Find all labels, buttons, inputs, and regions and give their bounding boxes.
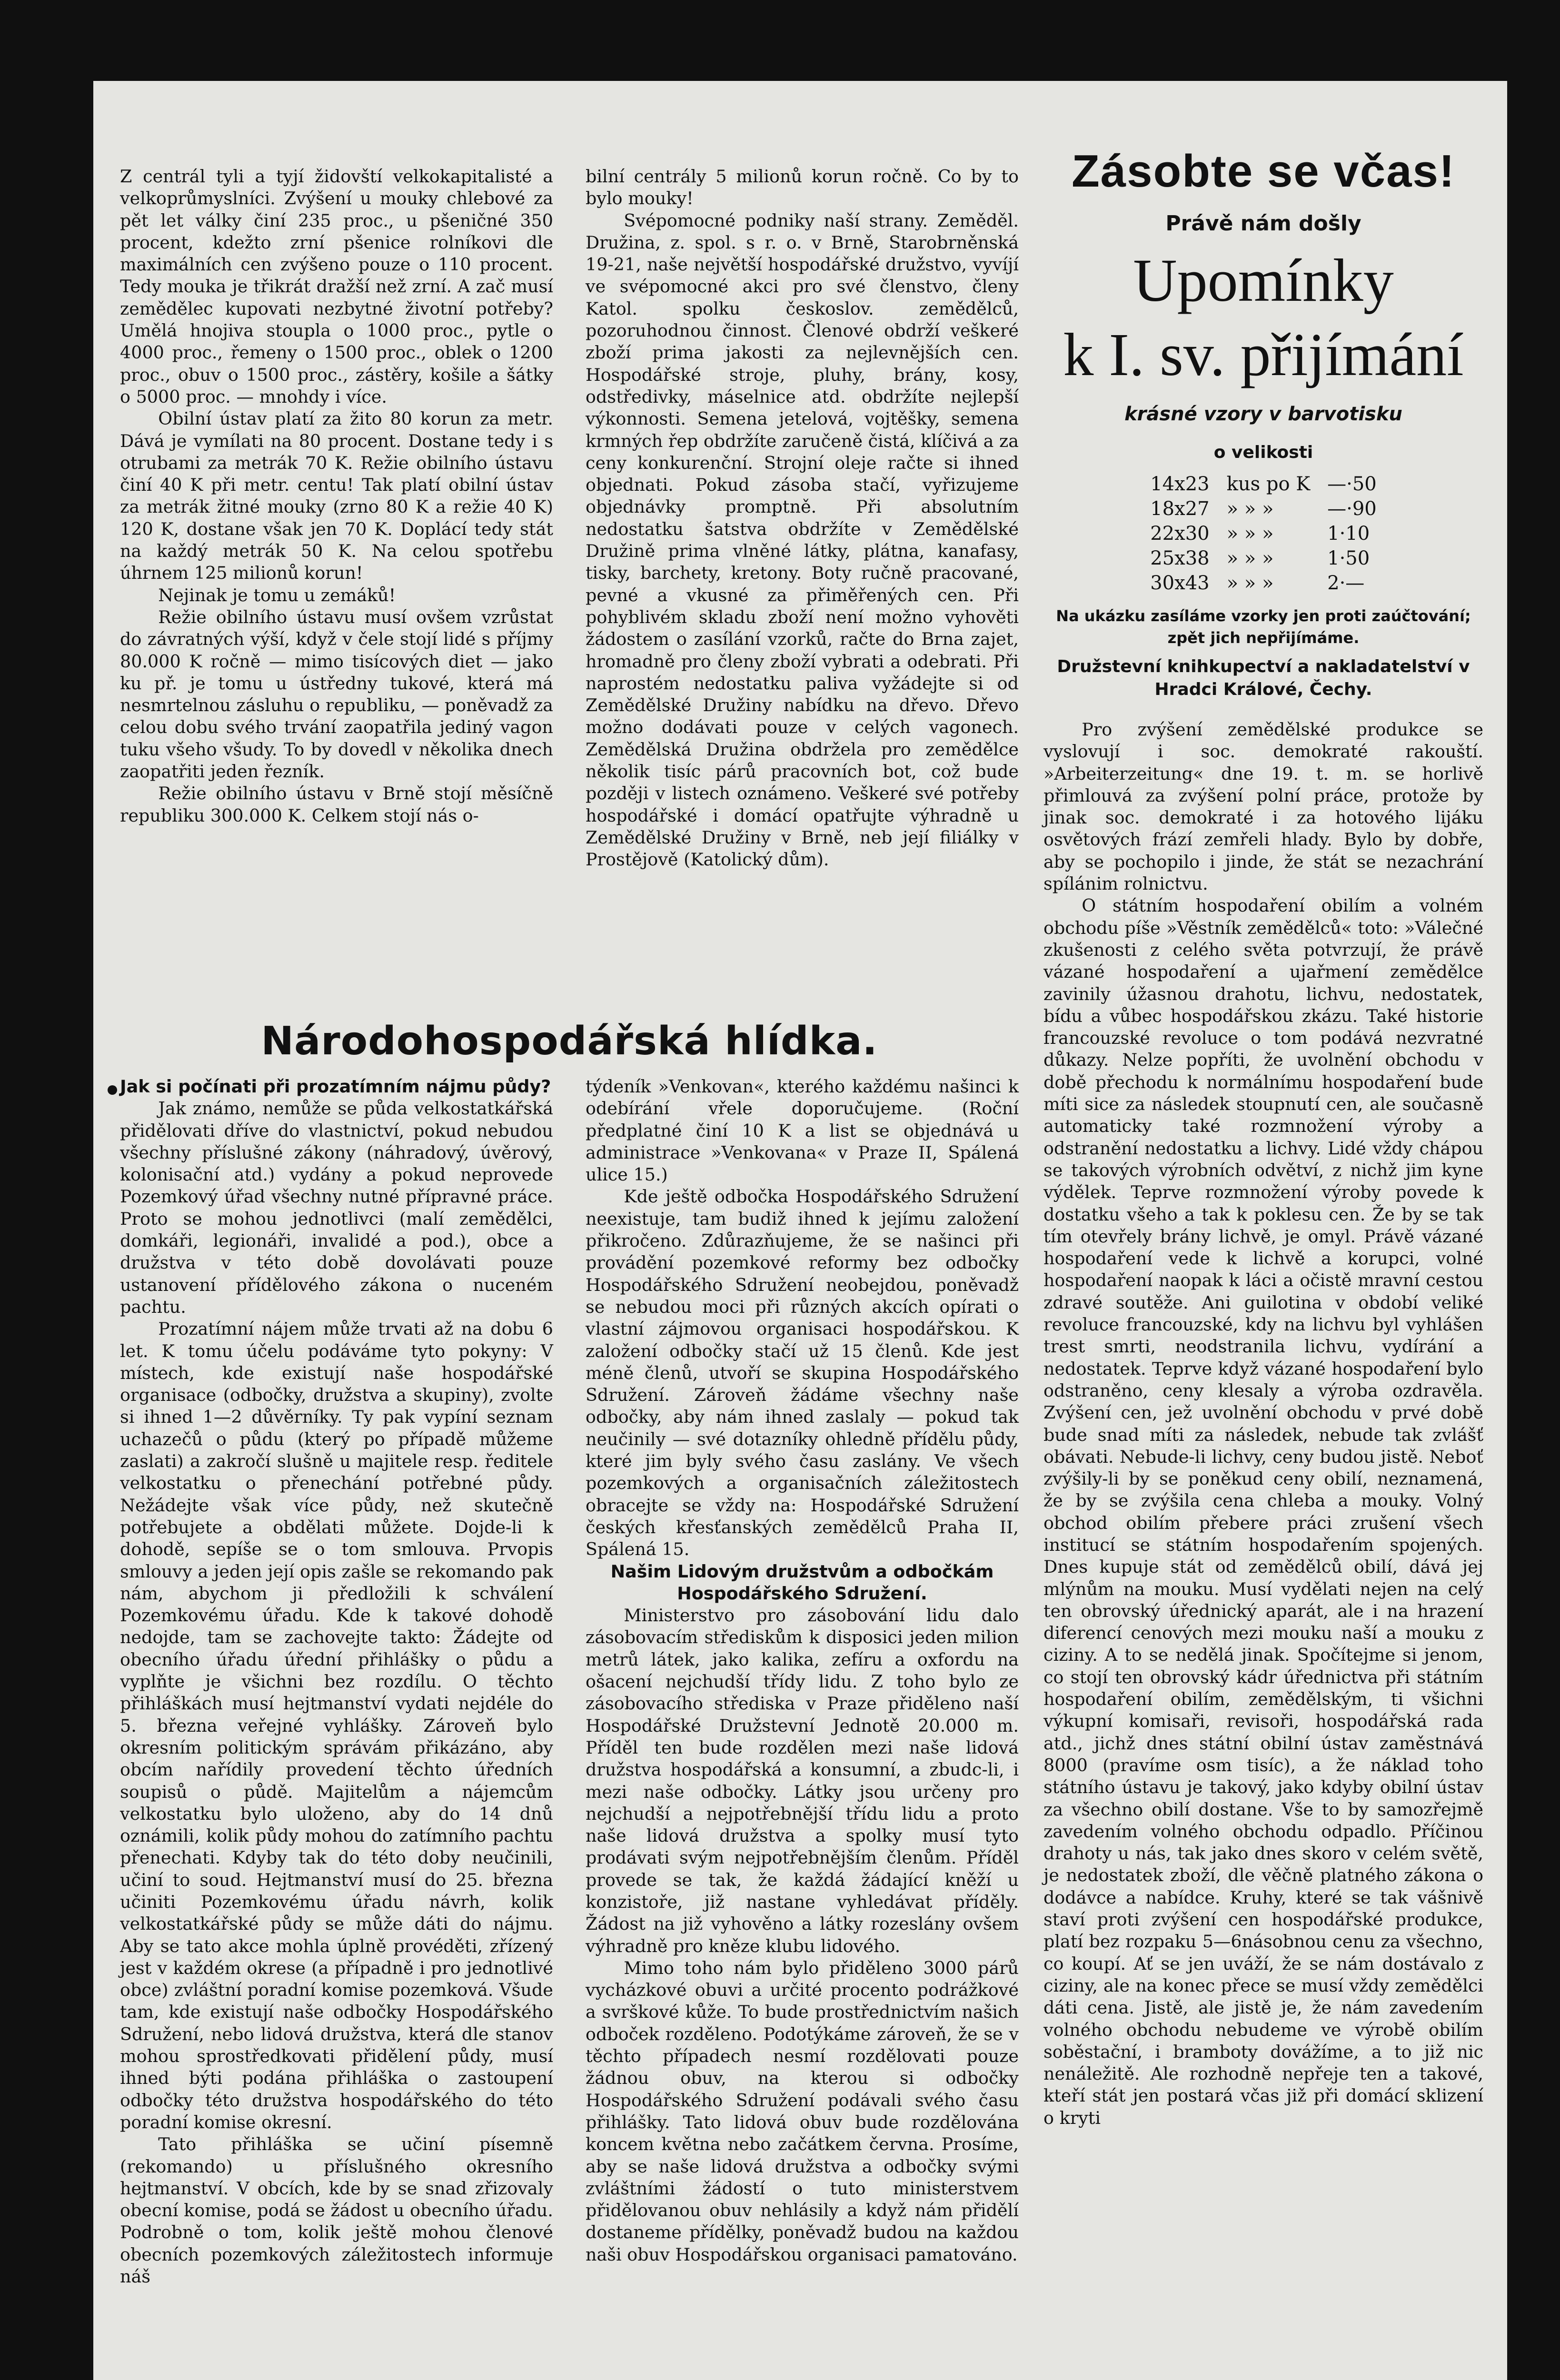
column-right bbox=[1043, 719, 1483, 2129]
column-top-middle bbox=[586, 166, 1019, 871]
paragraph: O státním hospodaření obilím a volném obchodu píše »Věstník zemědělců« toto: »Válečné zkušenosti z celého světa potvrzují, že právě vázané hospodaření a ujařmení zemědělce zavinily úžasnou drahotu, lichvu, nedostatek, bídu a vůbec hospodářskou zkázu. Také historie francouzské revoluce o tom podává nezvratné důkazy. Nelze popříti, že uvolnění obchodu v době přechodu k normálnímu hospodaření bude míti sice za následek stoupnutí cen, ale současně automaticky také rozmnožení výroby a odstranění nedostatku a lichvy. Lidé vždy chápou se takových výrobních odvětví, z nichž jim kyne výdělek. Teprve rozmnožení výroby povede k dostatku všeho a tak k poklesu cen. Že by se tak tím otevřely brány lichvě, je omyl. Právě vázané hospodaření vede k lichvě a korupci, volné hospodaření naopak k láci a očistě mravní cestou zdravé soutěže. Ani guilotina v období veliké revoluce francouzské, kdy na lichvu byl vyhlášen trest smrti, neodstranila lichvu, vydírání a nedostatek. Teprve když vázané hospodaření bylo odstraněno, ceny klesaly a výroba ozdravěla. Zvýšení cen, jež uvolnění obchodu v prvé době bude snad míti za následek, nebude tak zvlášť obávati. Nebude-li lichvy, ceny budou jistě. Neboť zvýšily-li by se poněkud ceny obilí, neznamená, že by se zvýšila cena chleba a mouky. Volný obchod obilím přebere práci zrušení všech institucí se státním hospodařením spojených. Dnes kupuje stát od zemědělců obilí, dává jej mlýnům na mouku. Musí vydělati nejen na celý ten obrovský úřednický aparát, ale i na hrazení diferencí cenových mezi mouku naší a mouku z ciziny. A to se nedělá jinak. Spočítejme si jenom, co stojí ten obrovský kádr úřednictva při státním hospodaření obilím, zemědělským, ti všichni výkupní komisaři, revisoři, hospodářská rada atd., jichž dnes státní obilní ústav zaměstnává 8000 (pravíme osm tisíc), a že náklad toho státního ústavu je takový, jako kdyby obilní ústav za všechno obilí dostane. Vše to by samozřejmě zavedením volného obchodu odpadlo. Příčinou drahoty u nás, tak jako dnes skoro v celém světě, je nedostatek zboží, dle věčně platného zákona o dodávce a nabídce. Kruhy, které se tak vášnivě staví proti zvýšení cen hospodářské produkce, platí bez rozpaku 5—6násobnou cenu za všechno, co koupí. Ať se jen uváží, že se nám dostávalo z ciziny, ale na konec přece se musí vždy zemědělci dáti cena. Jistě, ale jistě je, že nám zavedením volného obchodu nebudeme ve výrobě obilím soběstační, i bramboty dovážíme, a to již nic nenáležitě. Ale rozhodně nepřeje ten a takové, kteří stát jen postará včas již při domácí sklizení o kryti bbox=[1043, 895, 1483, 2128]
paragraph: Z centrál tyli a tyjí židovští velkokapitalisté a velkoprůmyslníci. Zvýšení u mouky chlebové za pět let války činí 235 proc., u pšeničné 350 procent, kdežto zrní pšenice rolníkovi dle maximálních cen zvýšeno pouze o 110 procent. Tedy mouka je třikrát dražší než zrní. A zač musí zemědělec kupovati nezbytné životní potřeby? Umělá hnojiva stoupla o 1000 proc., pytle o 4000 proc., řemeny o 1500 proc., oblek o 1200 proc., obuv o 1500 proc., zástěry, košile a šátky o 5000 proc. — mnohdy i více. bbox=[120, 166, 553, 407]
qty-cell: kus po K bbox=[1226, 473, 1311, 495]
price-cell: 1·50 bbox=[1327, 547, 1370, 569]
ad-title-line-2: k I. sv. přijímání bbox=[1063, 321, 1464, 388]
paragraph: bilní centrály 5 milionů korun ročně. Co by to bylo mouky! bbox=[586, 166, 1019, 209]
size-cell: 30x43 bbox=[1150, 572, 1210, 594]
paragraph: Svépomocné podniky naší strany. Zeměděl. Družina, z. spol. s r. o. v Brně, Starobrněnská 19-21, naše největší hospodářské družstvo, vyvíjí ve svépomocné akci pro své členstvo, členy Katol. spolku českoslov. zemědělců, pozoruhodnou činnost. Členové obdrží veškeré zboží prima jakosti za nejlevnějších cen. Hospodářské stroje, pluhy, brány, kosy, odstředivky, máselnice atd. obdržíte nejlepší výkonnosti. Semena jetelová, vojtěšky, semena krmných řep obdržíte zaručeně čistá, klíčivá a za ceny konkurenční. Strojní oleje račte si ihned objednati. Pokud zásoba stačí, vyřizujeme objednávky promptně. Při absolutním nedostatku šatstva obdržíte v Zemědělské Družině prima vlněné látky, plátna, kanafasy, tisky, barchety, kretony. Boty ručně pracované, pevné a vkusné za přiměřených cen. Při pohyblivém skladu zboží není možno vyhověti žádostem o zasílání vzorků, račte do Brna zajet, hromadně pro členy zboží vybrati a odebrati. Při naprostém nedostatku paliva vyžádejte si od Zemědělské Družiny nabídku na dřevo. Dřevo možno dodávati pouze v celých vagonech. Zemědělská Družina obdržela pro zemědělce několik tisíc párů pracovních bot, což bude později v listech oznámeno. Veškeré své potřeby hospodářské i domácí opatřujte výhradně u Zemědělské Družiny v Brně, neb její filiálky v Prostějově (Katolický dům). bbox=[586, 210, 1019, 870]
paragraph: Prozatímní nájem může trvati až na dobu 6 let. K tomu účelu podáváme tyto pokyny: V místech, kde existují naše hospodářské organisace (odbočky, družstva a skupiny), zvolte si ihned 1—2 důvěrníky. Ty pak vypíní seznam uchazečů o půdu (který po případě můžeme zaslati) a zakročí slušně u majitele resp. ředitele velkostatku o přenechání potřebné půdy. Nežádejte však více půdy, než skutečně potřebujete a obdělati můžete. Dojde-li k dohodě, sepíše se o tom smlouva. Prvopis smlouvy a jeden její opis zašle se rekomando pak nám, abychom ji předložili k schválení Pozemkovému úřadu. Kde k takové dohodě nedojde, tam se zachovejte takto: Žádejte od obecního úřadu úřední přihlášky o půdu a vyplňte je všichni bez rozdílu. O těchto přihláškách musí hejtmanství vydati nejdéle do 5. března veřejné vyhlášky. Zároveň bylo okresním politickým správám přikázáno, aby obcím nařídily provedení těchto úředních soupisů o půdě. Majitelům a nájemcům velkostatku bylo uloženo, aby do 14 dnů oznámili, kolik půdy mohou do zatímního pachtu přenechati. Kdyby tak do této doby neučinili, učiní to soud. Hejtmanství musí do 25. března učiniti Pozemkovému úřadu návrh, kolik velkostatkářské půdy se může dáti do nájmu. Aby se tato akce mohla úplně provéděti, zřízený jest v každém okrese (a případně i pro jednotlivé obce) zvláštní poradní komise pozemková. Všude tam, kde existují naše odbočky Hospodářského Sdružení, nebo lidová družstva, která dle stanov mohou sprostředkovati přidělení půdy, musí ihned býti podána přihláška o zastoupení odbočky této družstva hospodářského do této poradní komise okresní. bbox=[120, 1319, 553, 2132]
qty-cell: » » » bbox=[1226, 547, 1274, 569]
ad-publisher: Družstevní knihkupectví a nakladatelství v Hradci Králové, Čechy. bbox=[1057, 657, 1470, 699]
ad-description: krásné vzory v barvotisku bbox=[1124, 403, 1402, 425]
ad-size-heading: o velikosti bbox=[1213, 443, 1313, 462]
ad-headline: Zásobte se včas! bbox=[1072, 146, 1455, 197]
ad-title-line-1: Upomínky bbox=[1133, 247, 1394, 314]
article-subheading: Jak si počínati při prozatímním nájmu půdy? bbox=[120, 1076, 551, 1097]
column-top-left bbox=[120, 166, 553, 827]
paragraph: Jak známo, nemůže se půda velkostatkářská přidělovati dříve do vlastnictví, pokud nebudou všechny příslušné zákony (náhradový, úvěrový, kolonisační atd.) vydány a pokud neprovede Pozemkový úřad všechny nutné přípravné práce. Proto se mohou jednotlivci (malí zemědělci, domkáři, legionáři, invalidé a pod.), obce a družstva v této době dovolávati pouze ustanovení přídělového zákona o nuceném pachtu. bbox=[120, 1098, 553, 1317]
paragraph: Kde ještě odbočka Hospodářského Sdružení neexistuje, tam budiž ihned k jejímu založení přikročeno. Zdůrazňujeme, že se našinci při provádění pozemkové reformy bez odbočky Hospodářského Sdružení neobejdou, poněvadž se nebudou moci při různých akcích opírati o vlastní zájmovou organisaci hospodářskou. K založení odbočky stačí už 15 členů. Kde jest méně členů, utvoří se skupina Hospodářského Sdružení. Zároveň žádáme všechny naše odbočky, aby nám ihned zaslaly — pokud tak neučinily — své dotazníky ohledně přídělu půdy, které jim byly svého času zaslány. Ve všech pozemkových a organisačních záležitostech obracejte se vždy na: Hospodářské Sdružení českých křesťanských zemědělců Praha II, Spálená 15. bbox=[586, 1186, 1019, 1560]
paragraph: Nejinak je tomu u zemáků! bbox=[158, 585, 396, 605]
qty-cell: » » » bbox=[1226, 572, 1274, 594]
column-bottom-middle bbox=[586, 1076, 1019, 2266]
price-row bbox=[1142, 546, 1385, 571]
paragraph: Obilní ústav platí za žito 80 korun za metr. Dává je vymílati na 80 procent. Dostane tedy i s otrubami za metrák 70 K. Režie obilního ústavu činí 40 K při metr. centu! Tak platí obilní ústav za metrák žitné mouky (zrno 80 K a režie 40 K) 120 K, dostane však jen 70 K. Doplácí tedy stát na každý metrák 50 K. Na celou spotřebu úhrnem 125 milionů korun! bbox=[120, 408, 553, 584]
size-cell: 14x23 bbox=[1150, 473, 1210, 495]
section-heading: Národohospodářská hlídka. bbox=[261, 1019, 878, 1064]
newspaper-page bbox=[93, 81, 1507, 2380]
paragraph: Tato přihláška se učiní písemně (rekomando) u příslušného okresního hejtmanství. V obcích, kde by se snad zřizovaly obecní komise, podá se žádost u obecního úřadu. Podrobně o tom, kolik ještě mohou členové obecních pozemkových záležitostech informuje náš bbox=[120, 2134, 553, 2287]
ad-note: Na ukázku zasíláme vzorky jen proti zaúčtování; zpět jich nepřijímáme. bbox=[1056, 607, 1471, 647]
price-row bbox=[1142, 571, 1385, 595]
price-cell: —·90 bbox=[1327, 498, 1377, 520]
price-table bbox=[1142, 472, 1385, 595]
advertisement bbox=[1043, 143, 1483, 719]
bullet-dot bbox=[108, 1085, 117, 1095]
price-cell: 2·— bbox=[1327, 572, 1365, 594]
paragraph: Ministerstvo pro zásobování lidu dalo zásobovacím střediskům k disposici jeden milion metrů látek, jako kalika, zefíru a oxfordu na ošacení nejchudší třídy lidu. Z toho bylo ze zásobovacího střediska v Praze přiděleno naší Hospodářské Družstevní Jednotě 20.000 m. Příděl ten bude rozdělen mezi naše lidová družstva hospodářská a konsumní, a zbudc-li, i mezi naše odbočky. Látky jsou určeny pro nejchudší a nejpotřebnější třídu lidu a proto naše lidová družstva a spolky musí tyto prodávati svým nejpotřebnějším členům. Příděl provede se tak, že každá žádající kněží u konzistoře, již nastane vyhledávat příděly. Žádost na již vyhověno a látky rozeslány ovšem výhradně pro kněze klubu lidového. bbox=[586, 1605, 1019, 1956]
column-bottom-left bbox=[120, 1076, 553, 2288]
size-cell: 22x30 bbox=[1150, 523, 1210, 545]
price-row bbox=[1142, 496, 1385, 521]
qty-cell: » » » bbox=[1226, 498, 1274, 520]
size-cell: 18x27 bbox=[1150, 498, 1210, 520]
paragraph: týdeník »Venkovan«, kterého každému našinci k odebírání vřele doporučujeme. (Roční předplatné činí 10 K a list se objednává u administrace »Venkovana« v Praze II, Spálená ulice 15.) bbox=[586, 1076, 1019, 1185]
price-cell: 1·10 bbox=[1327, 523, 1370, 545]
ad-arrived: Právě nám došly bbox=[1165, 211, 1361, 236]
paragraph: Režie obilního ústavu v Brně stojí měsíčně republiku 300.000 K. Celkem stojí nás o- bbox=[120, 783, 553, 826]
size-cell: 25x38 bbox=[1150, 547, 1210, 569]
paragraph: Pro zvýšení zemědělské produkce se vyslovují i soc. demokraté rakouští. »Arbeiterzeitung« dne 19. t. m. se horlivě přimlouvá za zvýšení polní práce, protože by jinak soc. demokraté i za hotového lijáku osvětových frází zemřeli hlady. Bylo by dobře, aby se pochopilo i jinde, že stát se nezachrání spílánim rolnictvu. bbox=[1043, 719, 1483, 894]
price-row bbox=[1142, 472, 1385, 496]
price-cell: —·50 bbox=[1327, 473, 1377, 495]
price-row bbox=[1142, 521, 1385, 546]
paragraph: Mimo toho nám bylo přiděleno 3000 párů vycházkové obuvi a určité procento podrážkové a svrškové kůže. To bude prostřednictvím našich odboček rozděleno. Podotýkáme zároveň, že se v těchto případech nesmí rozdělovati pouze žádnou obuv, na kterou si odbočky Hospodářského Sdružení podávali svého času přihlášky. Tato lidová obuv bude rozdělována koncem května nebo začátkem června. Prosíme, aby se naše lidová družstva a odbočky svými zvláštními žádostí o tuto ministerstvem přidělovanou obuv nehlásily a když nám přidělí dostaneme přídělky, poněvadž budou na každou naši obuv Hospodářskou organisaci pamatováno. bbox=[586, 1957, 1019, 2265]
paragraph: Režie obilního ústavu musí ovšem vzrůstat do závratných výší, když v čele stojí lidé s příjmy 80.000 K ročně — mimo tisícových diet — jako ku př. je tomu u ústředny tukové, která má nesmrtelnou zásluhu o republiku, — poněvadž za celou dobu svého trvání zaopatřila jediný vagon tuku všeho všudy. To by dovedl v několika dnech zaopatřiti jeden řezník. bbox=[120, 606, 553, 782]
article-subheading: Našim Lidovým družstvům a odbočkám Hospodářského Sdružení. bbox=[610, 1561, 994, 1604]
qty-cell: » » » bbox=[1226, 523, 1274, 545]
